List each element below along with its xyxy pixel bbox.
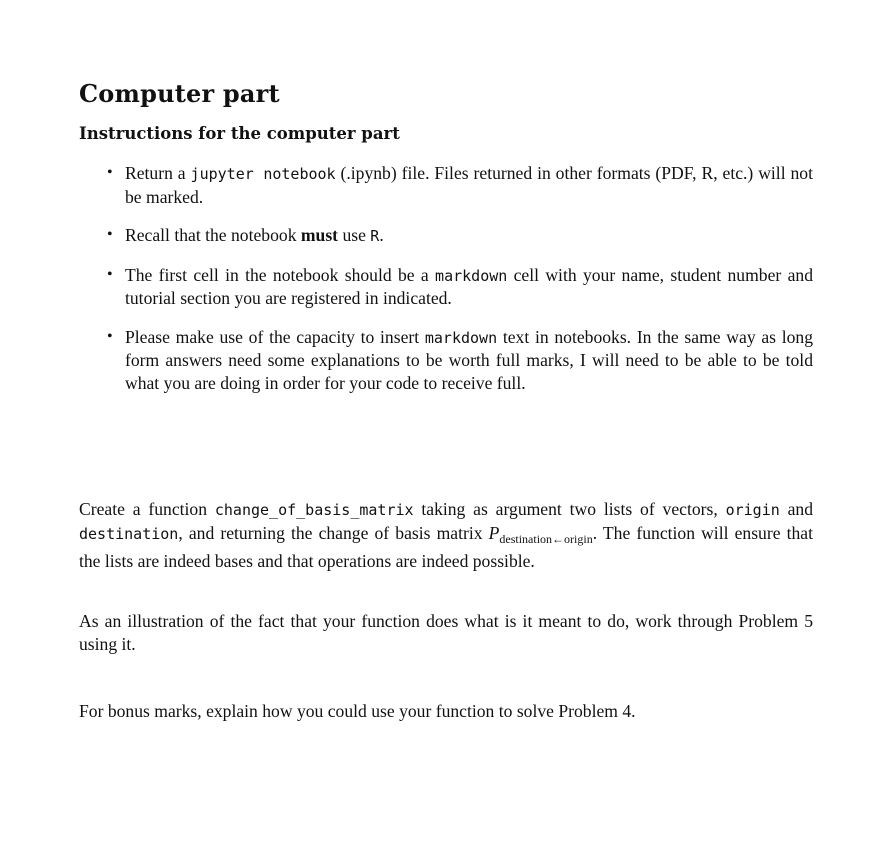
task-paragraph: Create a function change_of_basis_matrix taking as argument two lists of vectors, origin and destination, and returning the change of basis matrix $P_{destination\leftarrow origin}$. The function will ensure that the lists are indeed bases and that operations are indeed possible. — [79, 499, 814, 571]
instructions-list — [79, 162, 813, 394]
bullet-icon: • — [107, 327, 113, 345]
section-heading: Computer part — [79, 79, 280, 108]
bold-text: must — [300, 225, 339, 245]
list-item: • The first cell in the notebook should be a markdown cell with your name, student number and tutorial section you are registered in indicated. — [107, 264, 813, 308]
bonus-paragraph: For bonus marks, explain how you could use your function to solve Problem 4. — [79, 701, 636, 721]
math-symbol: P — [488, 522, 500, 543]
inline-code: change_of_basis_matrix — [214, 501, 414, 519]
inline-code: markdown — [424, 328, 498, 347]
list-item: • Please make use of the capacity to insert markdown text in notebooks. In the same way as long form answers need some explanations to be worth full marks, I will need to be able to be told what you are doing in order for your code to receive full. — [107, 326, 814, 393]
inline-code: jupyter notebook — [190, 165, 336, 183]
bullet-icon: • — [107, 226, 113, 243]
inline-code: markdown — [435, 266, 508, 285]
inline-code: destination — [79, 524, 179, 543]
inline-code: origin — [725, 501, 780, 519]
bullet-icon: • — [107, 265, 113, 283]
inline-code: R — [370, 227, 380, 245]
illustration-paragraph: As an illustration of the fact that your function does what is it meant to do, work through Problem 5 using it. — [79, 611, 813, 654]
list-item: • Return a jupyter notebook (.ipynb) file. Files returned in other formats (PDF, R, etc.) will not be marked. — [107, 163, 813, 207]
instructions-subheading: Instructions for the computer part — [79, 124, 400, 143]
bullet-icon: • — [107, 164, 113, 181]
list-item: • Recall that the notebook must use R. — [107, 225, 384, 245]
math-subscript: destination←origin — [499, 531, 593, 546]
